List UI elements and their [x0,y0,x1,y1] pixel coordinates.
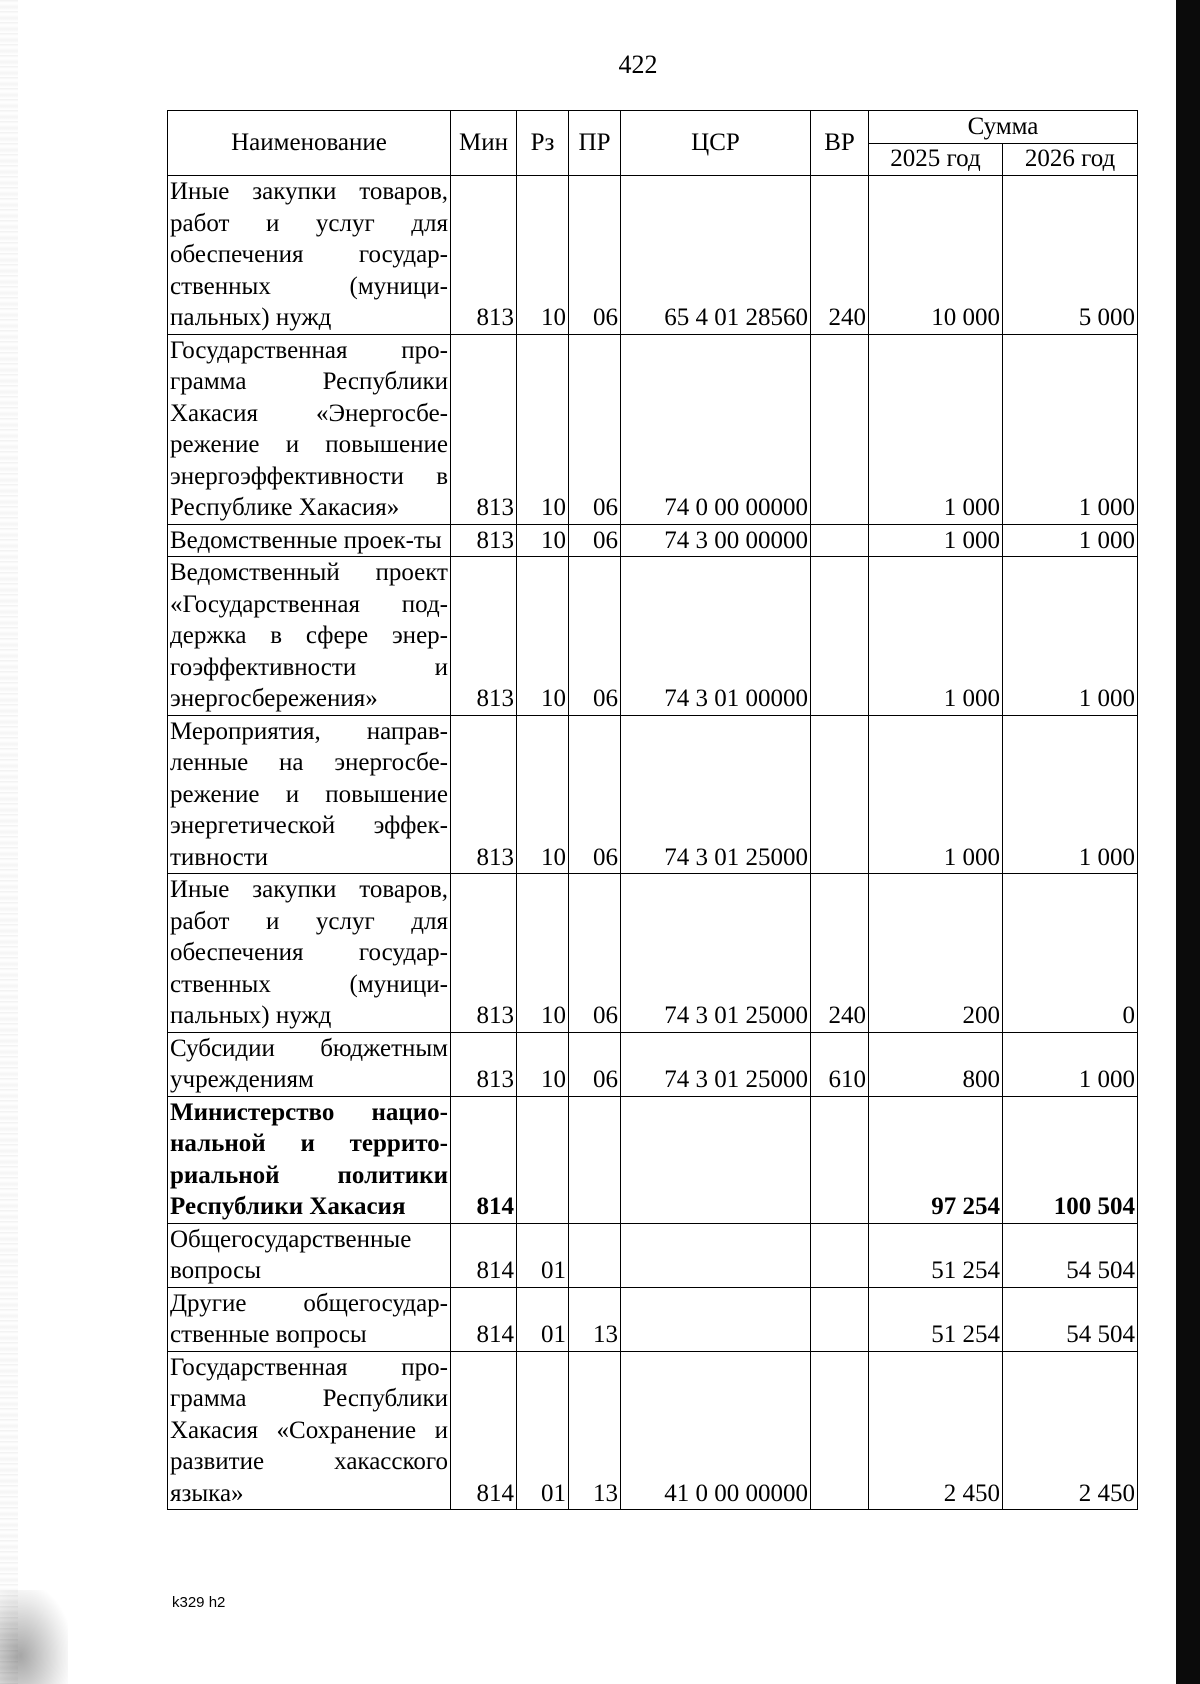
cell-sum-2025: 10 000 [869,176,1003,335]
cell-sum-2026: 2 450 [1003,1351,1138,1510]
table-row [168,1096,1138,1223]
cell-pr: 06 [569,874,621,1033]
cell-name: Министерство нацио-нальной и террито-риальной политики Республики Хакасия [168,1096,451,1223]
cell-min: 814 [451,1351,517,1510]
cell-name: Иные закупки товаров, работ и услуг для обеспечения государ-ственных (муници-пальных) нужд [168,176,451,335]
cell-pr: 06 [569,524,621,557]
cell-min: 814 [451,1223,517,1287]
cell-csr [621,1223,811,1287]
cell-rz: 10 [517,334,569,524]
table-body [168,176,1138,1510]
cell-csr: 74 3 01 00000 [621,557,811,716]
cell-rz [517,1096,569,1223]
cell-vr [811,1351,869,1510]
cell-sum-2025: 97 254 [869,1096,1003,1223]
cell-sum-2026: 1 000 [1003,557,1138,716]
cell-vr [811,1223,869,1287]
cell-name: Субсидии бюджетным учреждениям [168,1032,451,1096]
scan-dark-edge [1176,0,1200,1684]
cell-vr [811,1096,869,1223]
cell-min: 813 [451,715,517,874]
cell-csr: 74 3 00 00000 [621,524,811,557]
cell-rz: 10 [517,715,569,874]
cell-vr: 610 [811,1032,869,1096]
cell-name: Ведомственные проек-ты [168,524,451,557]
cell-sum-2025: 1 000 [869,715,1003,874]
cell-sum-2025: 1 000 [869,334,1003,524]
cell-sum-2025: 51 254 [869,1223,1003,1287]
cell-name: Другие общегосудар-ственные вопросы [168,1287,451,1351]
cell-csr: 74 3 01 25000 [621,715,811,874]
cell-vr [811,715,869,874]
cell-min: 813 [451,1032,517,1096]
cell-rz: 01 [517,1351,569,1510]
cell-sum-2026: 54 504 [1003,1223,1138,1287]
cell-name: Ведомственный проект «Государственная под-держка в сфере энер-гоэффективности и энергосбережения» [168,557,451,716]
table-row [168,1287,1138,1351]
cell-name: Иные закупки товаров, работ и услуг для обеспечения государ-ственных (муници-пальных) нужд [168,874,451,1033]
header-min: Мин [451,111,517,176]
cell-csr: 74 0 00 00000 [621,334,811,524]
table-row [168,1032,1138,1096]
scan-edge-noise [0,0,18,1684]
cell-sum-2026: 5 000 [1003,176,1138,335]
header-year-2026: 2026 год [1003,143,1138,176]
cell-sum-2025: 200 [869,874,1003,1033]
cell-pr: 06 [569,334,621,524]
table-row [168,334,1138,524]
cell-rz: 10 [517,1032,569,1096]
cell-sum-2025: 1 000 [869,524,1003,557]
cell-pr: 06 [569,1032,621,1096]
cell-sum-2026: 54 504 [1003,1287,1138,1351]
cell-pr: 13 [569,1287,621,1351]
cell-rz: 01 [517,1223,569,1287]
cell-sum-2026: 1 000 [1003,1032,1138,1096]
header-year-2025: 2025 год [869,143,1003,176]
cell-pr: 13 [569,1351,621,1510]
cell-pr [569,1096,621,1223]
cell-sum-2026: 1 000 [1003,715,1138,874]
cell-sum-2026: 100 504 [1003,1096,1138,1223]
cell-name: Государственная про-грамма Республики Хакасия «Сохранение и развитие хакасского языка» [168,1351,451,1510]
cell-pr: 06 [569,176,621,335]
header-sum: Сумма [869,111,1138,144]
cell-min: 813 [451,874,517,1033]
cell-min: 813 [451,524,517,557]
cell-rz: 10 [517,524,569,557]
table-row [168,715,1138,874]
cell-vr [811,524,869,557]
cell-name: Общегосударственные вопросы [168,1223,451,1287]
cell-pr: 06 [569,557,621,716]
document-code: k329 h2 [172,1594,226,1611]
table-row [168,874,1138,1033]
cell-rz: 10 [517,557,569,716]
header-rz: Рз [517,111,569,176]
cell-vr: 240 [811,874,869,1033]
cell-min: 813 [451,334,517,524]
cell-sum-2025: 51 254 [869,1287,1003,1351]
cell-min: 814 [451,1096,517,1223]
scan-stain [0,1590,68,1684]
cell-csr: 74 3 01 25000 [621,874,811,1033]
budget-table [167,110,1138,1510]
cell-vr [811,334,869,524]
cell-csr: 74 3 01 25000 [621,1032,811,1096]
cell-name: Мероприятия, направ-ленные на энергосбе-режение и повышение энергетической эффек-тивности [168,715,451,874]
cell-csr: 65 4 01 28560 [621,176,811,335]
cell-rz: 10 [517,874,569,1033]
table-row [168,557,1138,716]
cell-name: Государственная про-грамма Республики Хакасия «Энергосбе-режение и повышение энергоэффективности в Республике Хакасия» [168,334,451,524]
cell-csr: 41 0 00 00000 [621,1351,811,1510]
cell-csr [621,1287,811,1351]
header-name: Наименование [168,111,451,176]
header-pr: ПР [569,111,621,176]
cell-pr [569,1223,621,1287]
header-csr: ЦСР [621,111,811,176]
table-row [168,1351,1138,1510]
cell-pr: 06 [569,715,621,874]
cell-csr [621,1096,811,1223]
cell-min: 814 [451,1287,517,1351]
cell-min: 813 [451,176,517,335]
cell-vr [811,1287,869,1351]
cell-sum-2025: 1 000 [869,557,1003,716]
table-row [168,176,1138,335]
table-row [168,1223,1138,1287]
cell-sum-2026: 1 000 [1003,334,1138,524]
cell-min: 813 [451,557,517,716]
cell-vr [811,557,869,716]
cell-sum-2025: 800 [869,1032,1003,1096]
table-row [168,524,1138,557]
page-number: 422 [618,50,658,79]
cell-rz: 10 [517,176,569,335]
header-vr: ВР [811,111,869,176]
cell-sum-2025: 2 450 [869,1351,1003,1510]
cell-rz: 01 [517,1287,569,1351]
cell-sum-2026: 0 [1003,874,1138,1033]
cell-sum-2026: 1 000 [1003,524,1138,557]
cell-vr: 240 [811,176,869,335]
